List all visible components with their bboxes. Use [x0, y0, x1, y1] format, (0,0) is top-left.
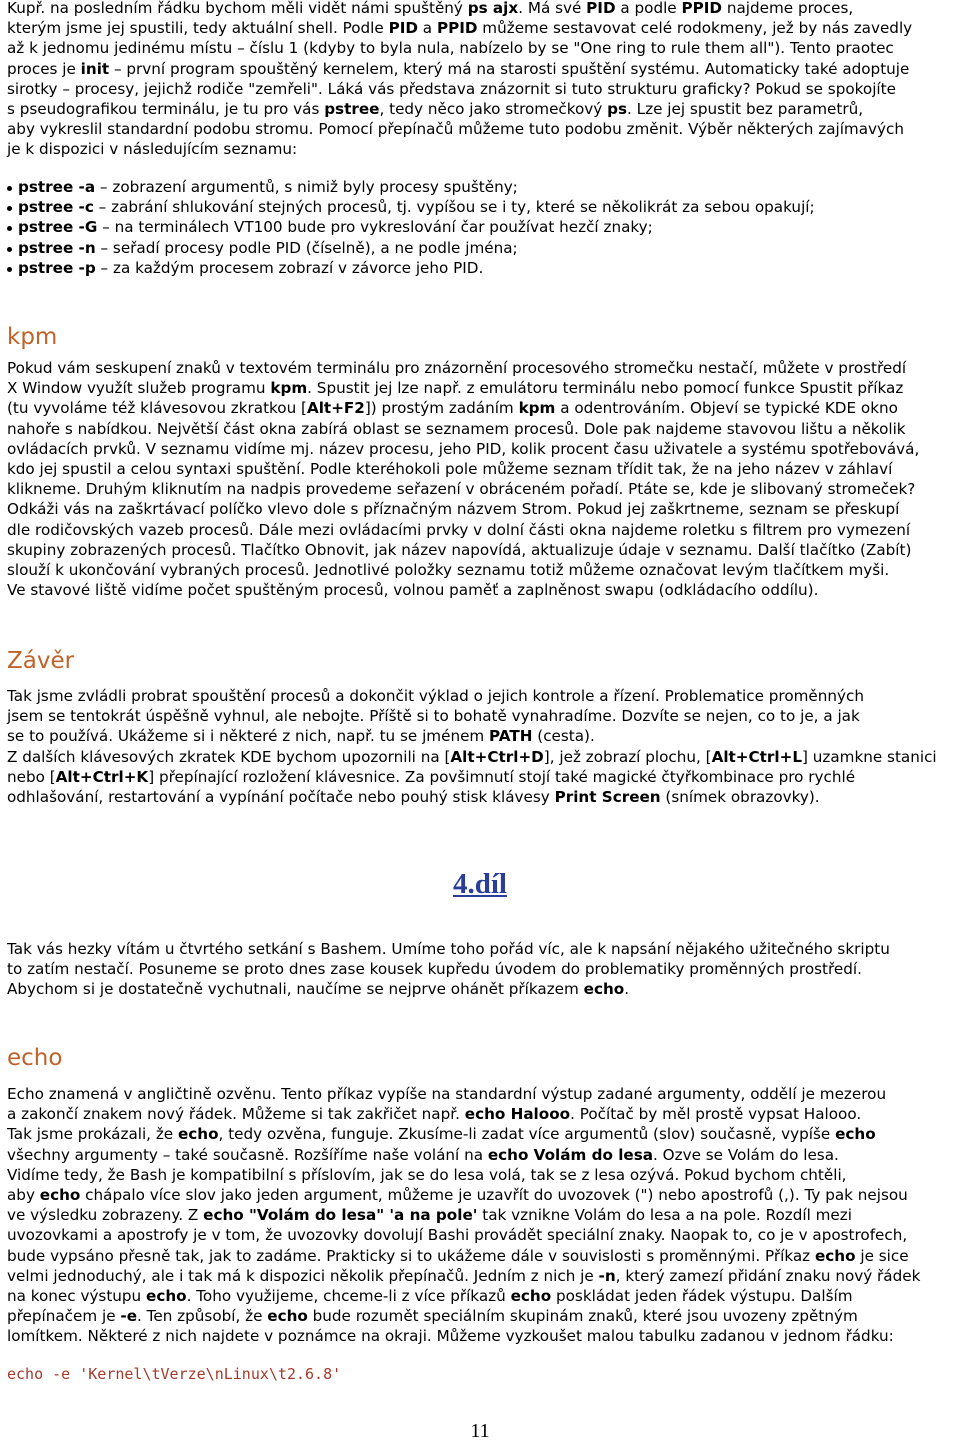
- kpm-heading: kpm: [7, 324, 58, 350]
- intro-bold-term: PPID: [436, 19, 478, 38]
- intro-paragraph: [7, 0, 912, 160]
- echo-text: velmi jednoduchý, ale i tak má k dispozici několik přepínačů. Jedním z nich je: [7, 1266, 599, 1285]
- echo-section: [7, 1043, 62, 1073]
- intro-bold-term: PID: [388, 19, 418, 38]
- echo-text: bude rozumět speciálním skupinám znaků, které jsou uvozeny zpětným: [307, 1307, 858, 1326]
- kpm-section: [7, 322, 957, 352]
- kpm-line: [7, 540, 919, 560]
- echo-text: lomítkem. Některé z nich najdete v poznámce na okraji. Můžeme vyzkoušet malou tabulku zadanou v jednom řádku:: [7, 1327, 894, 1346]
- zaver-line: [7, 787, 937, 807]
- zaver-bold-term: PATH: [489, 727, 533, 746]
- echo-bold-term: echo Halooo: [464, 1105, 571, 1124]
- kpm-line: [7, 520, 919, 540]
- part4-bold-term: echo: [583, 980, 625, 999]
- kpm-text: ]) prostým zadáním: [364, 399, 519, 418]
- echo-line: [7, 1084, 920, 1104]
- option-command: pstree -n: [18, 238, 96, 257]
- option-command: pstree -p: [18, 258, 96, 277]
- echo-line: [7, 1145, 920, 1165]
- kpm-text: X Window využít služeb programu: [7, 379, 271, 398]
- echo-bold-term: echo: [146, 1286, 187, 1305]
- echo-bold-term: echo "Volám do lesa" 'a na pole': [203, 1206, 478, 1225]
- zaver-line: [7, 686, 937, 706]
- echo-text: chápalo více slov jako jeden argument, můžeme je uzavřít do uvozovek (") nebo apostrofů (,). Ty pak nejsou: [80, 1185, 908, 1204]
- kpm-text: kdo jej spustil a celou syntaxi spuštění. Podle kteréhokoli pole můžeme seznam třídit tak, že na jeho název v záhlaví: [7, 459, 893, 478]
- echo-bold-term: -e: [120, 1307, 138, 1326]
- echo-line: [7, 1185, 920, 1205]
- zaver-line: [7, 747, 937, 767]
- intro-text: , tedy něco jako stromečkový: [379, 99, 608, 118]
- zaver-line: [7, 767, 937, 787]
- kpm-text: dle rodičovských vazeb procesů. Dále mezi ovládacími prvky v dolní části okna najdeme roletku s filtrem pro vymezení: [7, 520, 911, 539]
- echo-bold-term: echo: [814, 1246, 856, 1265]
- echo-line: [7, 1266, 920, 1286]
- echo-text: je sice: [855, 1246, 909, 1265]
- kpm-text: klikneme. Druhým kliknutím na nadpis provedeme seřazení v obráceném pořadí. Ptáte se, kde je slibovaný stromeček?: [7, 480, 916, 499]
- option-list-item: [7, 177, 815, 197]
- kpm-bold-term: kpm: [270, 379, 308, 398]
- echo-line: [7, 1124, 920, 1144]
- zaver-bold-term: Print Screen: [554, 787, 661, 806]
- part4-line: [7, 959, 890, 979]
- option-description: – na terminálech VT100 bude pro vykreslování čar používat hezčí znaky;: [97, 218, 653, 237]
- intro-bold-term: PID: [586, 0, 616, 17]
- intro-bold-term: ps: [607, 99, 628, 118]
- echo-text: . Počítač by měl prostě vypsat Halooo.: [570, 1105, 862, 1124]
- kpm-paragraph: [7, 358, 919, 600]
- echo-text: aby: [7, 1185, 40, 1204]
- zaver-heading: Závěr: [7, 648, 75, 674]
- part4-line: [7, 979, 890, 999]
- kpm-line: [7, 580, 919, 600]
- echo-text: Echo znamená v angličtině ozvěnu. Tento příkaz vypíše na standardní výstup zadané argumenty, oddělí je mezerou: [7, 1085, 887, 1103]
- echo-text: ve výsledku zobrazeny. Z: [7, 1206, 204, 1225]
- intro-text: můžeme sestavovat celé rodokmeny, jež by nás zavedly: [477, 19, 913, 38]
- option-command: pstree -c: [18, 198, 94, 217]
- echo-text: uvozovkami a apostrofy je v tom, že uvozovky dovolují Bashi provádět speciální znaky. Naopak to, co je v apostrofech,: [7, 1226, 908, 1245]
- kpm-text: . Spustit jej lze např. z emulátoru terminálu nebo pomocí funkce Spustit příkaz: [307, 379, 904, 398]
- kpm-line: [7, 479, 919, 499]
- echo-text: . Ozve se Volám do lesa.: [653, 1145, 839, 1164]
- option-description: – zabrání shlukování stejných procesů, tj. vypíšou se i ty, které se několikrát za sebou opakují;: [93, 198, 815, 217]
- echo-code-example: echo -e 'Kernel\tVerze\nLinux\t2.6.8': [7, 1365, 342, 1383]
- part4-text: to zatím nestačí. Posuneme se proto dnes zase kousek kupředu úvodem do problematiky proměnných prostředí.: [7, 960, 862, 979]
- option-command: pstree -a: [18, 178, 96, 196]
- part4-text: .: [624, 980, 630, 999]
- echo-text: tak vznikne Volám do lesa a na pole. Rozdíl mezi: [477, 1206, 852, 1225]
- zaver-text: nebo [: [7, 767, 56, 786]
- kpm-line: [7, 499, 919, 519]
- option-list-item: [7, 238, 815, 258]
- part4-paragraph: [7, 939, 890, 1000]
- kpm-text: a odentrováním. Objeví se typické KDE okno: [555, 399, 898, 418]
- echo-text: poskládat jeden řádek výstupu. Dalším: [551, 1286, 853, 1305]
- kpm-text: (tu vyvoláme též klávesovou zkratkou [: [7, 399, 307, 418]
- intro-text: s pseudografikou terminálu, je tu pro vás: [7, 99, 325, 118]
- intro-text: . Lze jej spustit bez parametrů,: [627, 99, 864, 118]
- echo-text: všechny argumenty – také současně. Rozšíříme naše volání na: [7, 1145, 488, 1164]
- intro-line: [7, 99, 912, 119]
- kpm-line: [7, 419, 919, 439]
- echo-line: [7, 1306, 920, 1326]
- echo-bold-term: echo: [510, 1286, 552, 1305]
- echo-text: přepínačem je: [7, 1307, 121, 1326]
- echo-text: bude vypsáno přesně tak, jak to zadáme. Prakticky si to ukážeme dále v souvislosti s proměnnými. Příkaz: [7, 1246, 815, 1265]
- intro-text: až k jednomu jedinému místu – číslu 1 (kdyby to byla nula, nabízelo by se "One ring to rule them all"). Tento praotec: [7, 39, 894, 58]
- option-description: – seřadí procesy podle PID (číselně), a ne podle jména;: [95, 238, 518, 257]
- option-list-item: [7, 217, 815, 237]
- echo-line: [7, 1326, 920, 1346]
- part4-text: Abychom si je dostatečně vychutnali, naučíme se nejprve ohánět příkazem: [7, 980, 584, 999]
- intro-line: [7, 0, 912, 18]
- kpm-line: [7, 358, 919, 378]
- kpm-line: [7, 378, 919, 398]
- page-number: 11: [470, 1420, 490, 1442]
- echo-paragraph: [7, 1084, 920, 1346]
- echo-line: [7, 1205, 920, 1225]
- echo-text: , tedy ozvěna, funguje. Zkusíme-li zadat více argumentů (slov) současně, vypíše: [218, 1125, 836, 1144]
- echo-text: Tak jsme prokázali, že: [7, 1125, 178, 1144]
- echo-bold-term: echo: [835, 1125, 876, 1144]
- intro-text: proces je: [7, 59, 81, 78]
- kpm-line: [7, 439, 919, 459]
- echo-text: Vidíme tedy, že Bash je kompatibilní s příslovím, jak se do lesa volá, tak se z lesa ozývá. Pokud bychom chtěli,: [7, 1165, 847, 1184]
- intro-bold-term: pstree: [324, 99, 380, 118]
- kpm-line: [7, 459, 919, 479]
- intro-line: [7, 59, 912, 79]
- kpm-text: Odkáži vás na zaškrtávací políčko vlevo dole s příznačným názvem Strom. Pokud jej zaškrtneme, seznam se přeskupí: [7, 500, 900, 519]
- zaver-text: (snímek obrazovky).: [660, 787, 820, 806]
- intro-line: [7, 38, 912, 58]
- intro-text: . Má své: [518, 0, 587, 17]
- intro-bold-term: init: [80, 59, 110, 78]
- option-description: – zobrazení argumentů, s nimiž byly procesy spuštěny;: [95, 178, 518, 196]
- zaver-line: [7, 706, 937, 726]
- intro-line: [7, 79, 912, 99]
- zaver-text: (cesta).: [532, 727, 595, 746]
- option-list-item: [7, 258, 815, 278]
- zaver-bold-term: Alt+Ctrl+K: [55, 767, 149, 786]
- echo-text: . Toho využijeme, chceme-li z více příkazů: [186, 1286, 511, 1305]
- kpm-text: Pokud vám seskupení znaků v textovém terminálu pro znázornění procesového stromečku nestačí, můžete v prostředí: [7, 359, 907, 377]
- zaver-text: Tak jsme zvládli probrat spouštění procesů a dokončit výklad o jejich kontrole a řízení. Problematice proměnných: [7, 687, 864, 705]
- zaver-text: Z dalších klávesových zkratek KDE bychom upozornili na [: [7, 747, 451, 766]
- kpm-line: [7, 398, 919, 418]
- intro-bold-term: ps ajx: [467, 0, 519, 17]
- echo-bold-term: -n: [598, 1266, 616, 1285]
- intro-text: je k dispozici v následujícím seznamu:: [7, 140, 298, 159]
- pstree-options-list: [7, 177, 815, 278]
- intro-text: a podle: [615, 0, 682, 17]
- kpm-bold-term: Alt+F2: [306, 399, 365, 418]
- kpm-text: Ve stavové liště vidíme počet spuštěným procesů, volnou paměť a zaplněnost swapu (odkládacího oddílu).: [7, 581, 819, 600]
- echo-line: [7, 1246, 920, 1266]
- echo-text: a zakončí znakem nový řádek. Můžeme si tak zakřičet např.: [7, 1105, 465, 1124]
- intro-text: aby vykreslil standardní podobu stromu. Pomocí přepínačů můžeme tuto podobu změnit. Výběr některých zajímavých: [7, 120, 904, 139]
- echo-bold-term: echo: [177, 1125, 219, 1144]
- zaver-section: [7, 646, 74, 676]
- intro-text: Kupř. na posledním řádku bychom měli vidět námi spuštěný: [7, 0, 468, 17]
- intro-line: [7, 139, 912, 159]
- zaver-text: odhlašování, restartování a vypínání počítače nebo pouhý stisk klávesy: [7, 787, 555, 806]
- intro-line: [7, 119, 912, 139]
- echo-text: na konec výstupu: [7, 1286, 147, 1305]
- zaver-text: se to používá. Ukážeme si i některé z nich, např. tu se jménem: [7, 727, 490, 746]
- echo-bold-term: echo Volám do lesa: [487, 1145, 653, 1164]
- zaver-text: jsem se tentokrát úspěšně vyhnul, ale nebojte. Příště si to bohatě vynahradíme. Dozvíte se nejen, co to je, a jak: [7, 707, 860, 726]
- kpm-bold-term: kpm: [518, 399, 556, 418]
- part4-heading[interactable]: 4.díl: [453, 868, 507, 900]
- echo-line: [7, 1104, 920, 1124]
- option-description: – za každým procesem zobrazí v závorce jeho PID.: [95, 258, 484, 277]
- echo-heading: echo: [7, 1045, 63, 1071]
- zaver-text: ] přepínající rozložení klávesnice. Za povšimnutí stojí také magické čtyřkombinace pro rychlé: [148, 767, 856, 786]
- kpm-text: slouží k ukončování vybraných procesů. Jednotlivé položky seznamu totiž můžeme označovat levým tlačítkem myši.: [7, 560, 890, 579]
- intro-text: kterým jsme jej spustili, tedy aktuální shell. Podle: [7, 19, 389, 38]
- kpm-text: nahoře s nabídkou. Největší část okna zabírá oblast se seznamem procesů. Dole pak najdeme stavovou lištu a několik: [7, 419, 906, 438]
- echo-text: , který zamezí přidání znaku nový řádek: [615, 1266, 921, 1285]
- zaver-text: ] uzamkne stanici: [802, 747, 937, 766]
- zaver-bold-term: Alt+Ctrl+D: [450, 747, 544, 766]
- zaver-bold-term: Alt+Ctrl+L: [711, 747, 803, 766]
- kpm-line: [7, 560, 919, 580]
- echo-line: [7, 1165, 920, 1185]
- intro-text: najdeme proces,: [722, 0, 854, 17]
- intro-text: sirotky – procesy, jejichž rodiče "zemřeli". Láká vás představa znázornit si tuto strukturu graficky? Pokud se spokojíte: [7, 79, 896, 98]
- echo-line: [7, 1286, 920, 1306]
- part4-line: [7, 939, 890, 959]
- echo-text: . Ten způsobí, že: [137, 1307, 268, 1326]
- kpm-text: skupiny zobrazených procesů. Tlačítko Obnovit, jak název napovídá, aktualizuje údaje v seznamu. Další tlačítko (Zabít): [7, 540, 912, 559]
- intro-text: – první program spouštěný kernelem, který má na starosti spuštění systému. Automaticky také adoptuje: [109, 59, 910, 78]
- echo-bold-term: echo: [39, 1185, 81, 1204]
- zaver-paragraph: [7, 686, 937, 807]
- zaver-text: ], jež zobrazí plochu, [: [543, 747, 712, 766]
- echo-line: [7, 1225, 920, 1245]
- kpm-text: ovládacích prvků. V seznamu vidíme mj. název procesu, jeho PID, kolik procent času uživatele a systému spotřebovává,: [7, 439, 920, 458]
- zaver-line: [7, 726, 937, 746]
- intro-bold-term: PPID: [681, 0, 723, 17]
- intro-text: a: [417, 19, 437, 38]
- echo-bold-term: echo: [267, 1307, 308, 1326]
- part4-text: Tak vás hezky vítám u čtvrtého setkání s Bashem. Umíme toho pořád víc, ale k napsání nějakého užitečného skriptu: [7, 940, 890, 958]
- intro-line: [7, 18, 912, 38]
- option-list-item: [7, 197, 815, 217]
- option-command: pstree -G: [18, 218, 98, 237]
